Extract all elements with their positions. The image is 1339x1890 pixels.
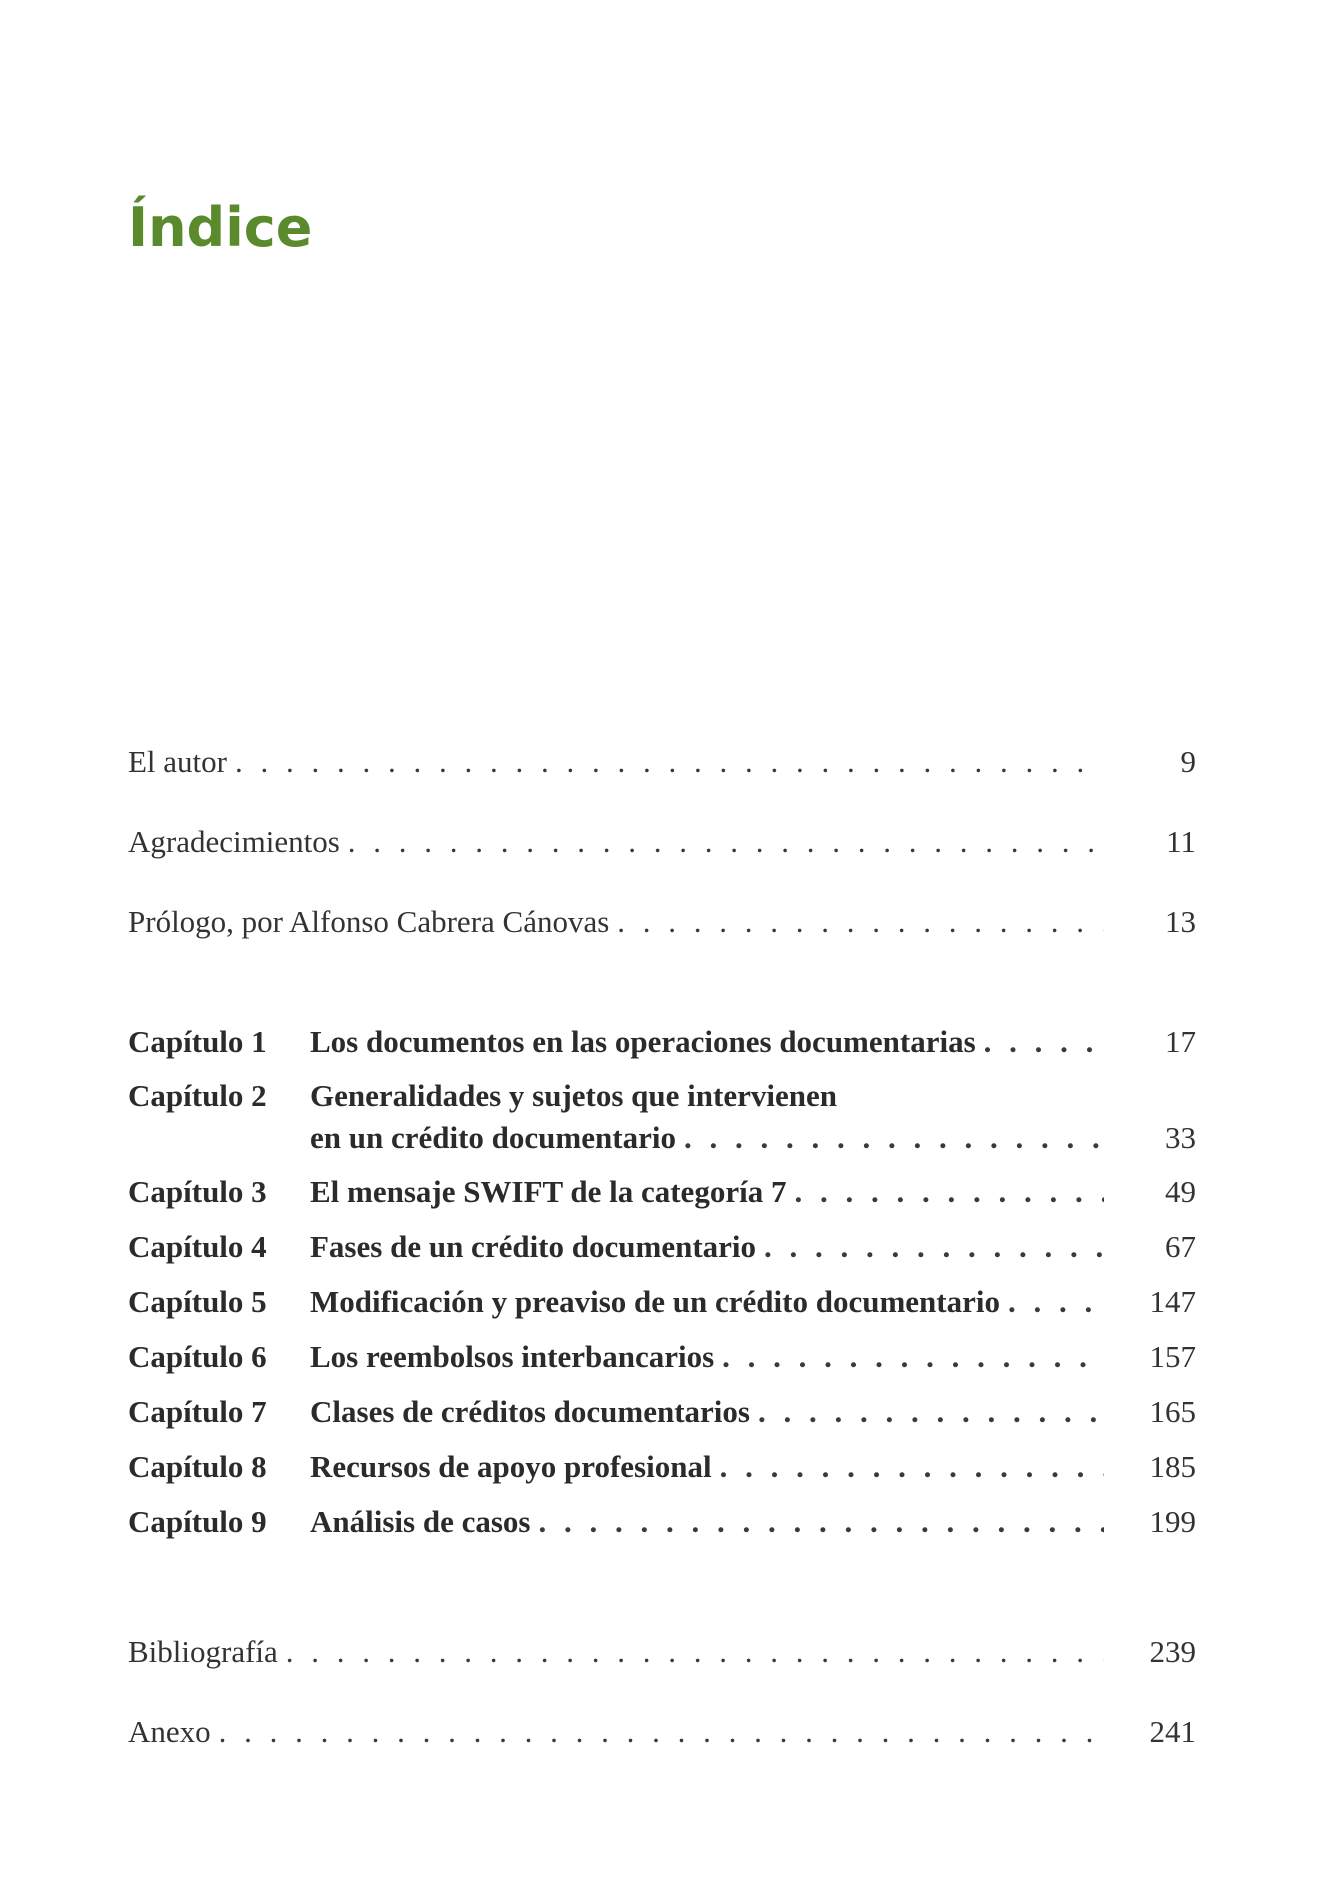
chapter-title: Los reembolsos interbancarios xyxy=(310,1339,715,1374)
chapter-number: Capítulo 3 xyxy=(128,1174,267,1209)
toc-entry-label: El autor xyxy=(128,744,227,779)
dot-leader xyxy=(1008,1284,1104,1320)
toc-entry-page: 199 xyxy=(1149,1504,1196,1539)
chapter-title: en un crédito documentario xyxy=(310,1120,676,1155)
chapter-number: Capítulo 7 xyxy=(128,1394,267,1429)
chapter-title: Análisis de casos xyxy=(310,1504,531,1539)
page-title: Índice xyxy=(128,196,313,259)
toc-entry-chapter-3[interactable] xyxy=(128,1162,1196,1210)
toc-entry-page: 157 xyxy=(1149,1339,1196,1374)
dot-leader xyxy=(984,1024,1104,1060)
toc-entry-chapter-5[interactable] xyxy=(128,1272,1196,1320)
chapter-number: Capítulo 4 xyxy=(128,1229,267,1264)
toc-entry-chapter-7[interactable] xyxy=(128,1382,1196,1430)
toc-entry-label: Bibliografía xyxy=(128,1634,278,1669)
chapter-title: Los documentos en las operaciones documentarias xyxy=(310,1024,976,1059)
toc-entry-label: Prólogo, por Alfonso Cabrera Cánovas xyxy=(128,904,610,939)
toc-entry-page: 185 xyxy=(1149,1449,1196,1484)
chapter-number: Capítulo 8 xyxy=(128,1449,267,1484)
toc-entry-anexo[interactable] xyxy=(128,1702,1196,1750)
toc-entry-page: 67 xyxy=(1165,1229,1196,1264)
chapter-title: Recursos de apoyo profesional xyxy=(310,1449,712,1484)
chapter-title: Clases de créditos documentarios xyxy=(310,1394,750,1429)
toc-entry-el-autor[interactable] xyxy=(128,732,1196,780)
toc-entry-page: 17 xyxy=(1165,1024,1196,1059)
toc-entry-chapter-6[interactable] xyxy=(128,1327,1196,1375)
toc-entry-page: 49 xyxy=(1165,1174,1196,1209)
dot-leader xyxy=(684,1120,1104,1156)
dot-leader xyxy=(617,904,1104,940)
toc-entry-chapter-4[interactable] xyxy=(128,1217,1196,1265)
toc-entry-chapter-8[interactable] xyxy=(128,1437,1196,1485)
toc-entry-bibliografia[interactable] xyxy=(128,1622,1196,1670)
dot-leader xyxy=(348,824,1104,860)
chapter-title: Fases de un crédito documentario xyxy=(310,1229,757,1264)
chapter-title-line-1: Generalidades y sujetos que intervienen xyxy=(310,1078,837,1113)
toc-entry-label: Anexo xyxy=(128,1714,211,1749)
dot-leader xyxy=(235,744,1104,780)
chapter-number: Capítulo 5 xyxy=(128,1284,267,1319)
toc-entry-page: 9 xyxy=(1180,744,1196,779)
toc-entry-page: 13 xyxy=(1165,904,1196,939)
chapter-number: Capítulo 6 xyxy=(128,1339,267,1374)
toc-entry-label: Agradecimientos xyxy=(128,824,340,859)
dot-leader xyxy=(720,1449,1104,1485)
dot-leader xyxy=(722,1339,1104,1375)
dot-leader xyxy=(538,1504,1104,1540)
dot-leader xyxy=(794,1174,1104,1210)
chapter-title: El mensaje SWIFT de la categoría 7 xyxy=(310,1174,787,1209)
toc-entry-chapter-2[interactable] xyxy=(128,1078,1196,1156)
toc-entry-page: 165 xyxy=(1149,1394,1196,1429)
dot-leader xyxy=(286,1634,1104,1670)
toc-entry-page: 147 xyxy=(1149,1284,1196,1319)
chapter-number: Capítulo 9 xyxy=(128,1504,267,1539)
chapter-number: Capítulo 1 xyxy=(128,1024,267,1059)
chapter-title: Modificación y preaviso de un crédito documentario xyxy=(310,1284,1000,1319)
dot-leader xyxy=(764,1229,1104,1265)
toc-entry-page: 11 xyxy=(1166,824,1196,859)
toc-entry-chapter-1[interactable] xyxy=(128,1012,1196,1060)
dot-leader xyxy=(758,1394,1104,1430)
toc-entry-page: 33 xyxy=(1165,1120,1196,1155)
dot-leader xyxy=(219,1714,1104,1750)
toc-entry-page: 241 xyxy=(1149,1714,1196,1749)
toc-entry-page: 239 xyxy=(1149,1634,1196,1669)
chapter-number: Capítulo 2 xyxy=(128,1078,267,1113)
toc-entry-agradecimientos[interactable] xyxy=(128,812,1196,860)
toc-entry-chapter-9[interactable] xyxy=(128,1492,1196,1540)
toc-entry-prologo[interactable] xyxy=(128,892,1196,940)
